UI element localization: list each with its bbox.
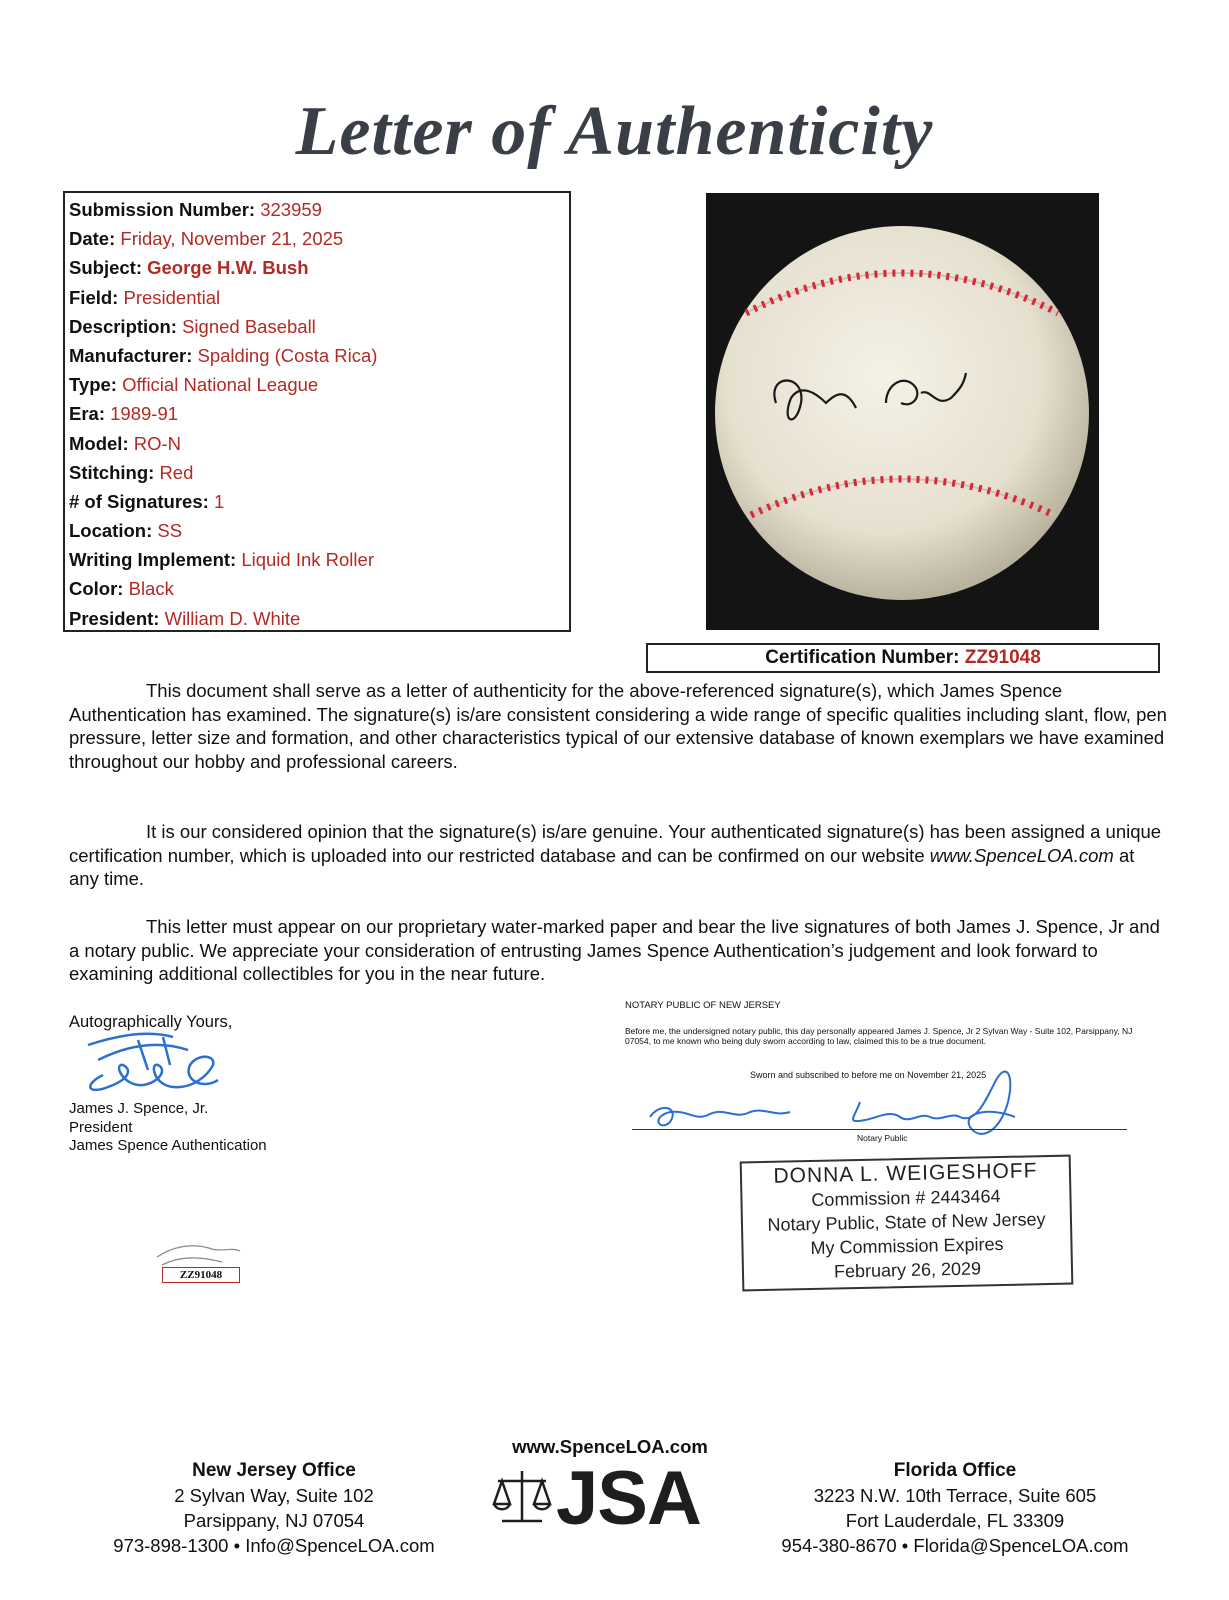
page-title: Letter of Authenticity	[295, 93, 934, 170]
notary-sworn: Sworn and subscribed to before me on November 21, 2025	[750, 1070, 987, 1080]
website-link[interactable]: www.SpenceLOA.com	[929, 844, 1114, 866]
notary-text: Before me, the undersigned notary public, this day personally appeared James J. Spence, Jr 2 Sylvan Way - Suite 102, Parsippany, NJ 07054, to me known who being duly sworn according to law, claimed this to be a true document.	[625, 1026, 1133, 1046]
cert-label: Certification Number:	[765, 647, 960, 668]
submission-details-box	[63, 191, 571, 632]
stamp-state: Notary Public, State of New Jersey	[767, 1209, 1046, 1235]
detail-row: Era: 1989-91	[69, 403, 179, 425]
stamp-name: DONNA L. WEIGESHOFF	[773, 1159, 1038, 1188]
notary-heading: NOTARY PUBLIC OF NEW JERSEY	[625, 1000, 781, 1011]
fl-office	[760, 1458, 1150, 1558]
closing: Autographically Yours,	[69, 1013, 233, 1031]
notary-stamp	[740, 1155, 1074, 1292]
signer-info	[69, 1100, 267, 1156]
president-signature	[78, 1025, 228, 1095]
detail-row: Model: RO-N	[69, 432, 182, 454]
detail-row: Stitching: Red	[69, 461, 194, 483]
detail-row: President: William D. White	[69, 607, 301, 629]
signer-name: James J. Spence, Jr.	[69, 1100, 209, 1117]
detail-row: Color: Black	[69, 578, 174, 600]
detail-row: Description: Signed Baseball	[69, 315, 316, 337]
nj-office-heading: New Jersey Office	[192, 1460, 356, 1481]
detail-row: Writing Implement: Liquid Ink Roller	[69, 549, 374, 571]
footer-website[interactable]: www.SpenceLOA.com	[512, 1436, 708, 1457]
notary-signature	[640, 1062, 1060, 1152]
fl-contact: 954-380-8670 • Florida@SpenceLOA.com	[781, 1535, 1129, 1556]
detail-row: Location: SS	[69, 520, 183, 542]
scales-icon	[492, 1466, 552, 1526]
detail-row: Field: Presidential	[69, 286, 221, 308]
baseball-photo	[706, 193, 1099, 630]
fl-address-2: Fort Lauderdale, FL 33309	[845, 1510, 1065, 1531]
nj-address-1: 2 Sylvan Way, Suite 102	[174, 1485, 374, 1506]
jsa-logo: JSA	[556, 1456, 701, 1541]
stamp-expires-label: My Commission Expires	[810, 1233, 1004, 1259]
baseball-image	[706, 193, 1099, 630]
fl-address-1: 3223 N.W. 10th Terrace, Suite 605	[813, 1485, 1097, 1506]
stamp-expires-date: February 26, 2029	[833, 1258, 982, 1282]
fl-office-heading: Florida Office	[893, 1460, 1017, 1481]
detail-row: Date: Friday, November 21, 2025	[69, 228, 344, 250]
cert-number: ZZ91048	[964, 647, 1041, 668]
detail-row: # of Signatures: 1	[69, 490, 225, 512]
nj-address-2: Parsippany, NJ 07054	[183, 1510, 365, 1531]
paragraph-3: This letter must appear on our proprietary water-marked paper and bear the live signatures of both James J. Spence, Jr and a notary public. We appreciate your consideration of entrusting James Spence Authentication’s judgement and look forward to examining additional collectibles for you in the near future.	[69, 916, 1160, 984]
detail-row: Type: Official National League	[69, 374, 319, 396]
notary-signature-line	[632, 1129, 1127, 1130]
nj-office	[94, 1458, 454, 1558]
stamp-commission: Commission # 2443464	[811, 1186, 1001, 1210]
notary-label: Notary Public	[857, 1133, 908, 1143]
hologram-number: ZZ91048	[162, 1267, 240, 1283]
paragraph-2: It is our considered opinion that the signature(s) is/are genuine. Your authenticated signature(s) has been assigned a unique certification number, which is uploaded into our restricted database and can be confirmed on our website www.SpenceLOA.com at any time.	[69, 821, 1162, 889]
certification-number-box	[646, 643, 1160, 673]
paragraph-1: This document shall serve as a letter of authenticity for the above-referenced signature(s), which James Spence Authentication has examined. The signature(s) is/are consistent considering a wide range of specific qualities including slant, flow, pen pressure, letter size and formation, and other characteristics typical of our extensive database of known exemplars we have examined throughout our hobby and professional careers.	[69, 680, 1167, 772]
detail-row: Manufacturer: Spalding (Costa Rica)	[69, 344, 378, 366]
signer-company: James Spence Authentication	[69, 1137, 267, 1154]
signer-role: President	[69, 1118, 133, 1136]
nj-contact: 973-898-1300 • Info@SpenceLOA.com	[113, 1535, 435, 1556]
detail-row: Submission Number: 323959	[69, 199, 322, 220]
detail-row: Subject: George H.W. Bush	[69, 257, 309, 279]
